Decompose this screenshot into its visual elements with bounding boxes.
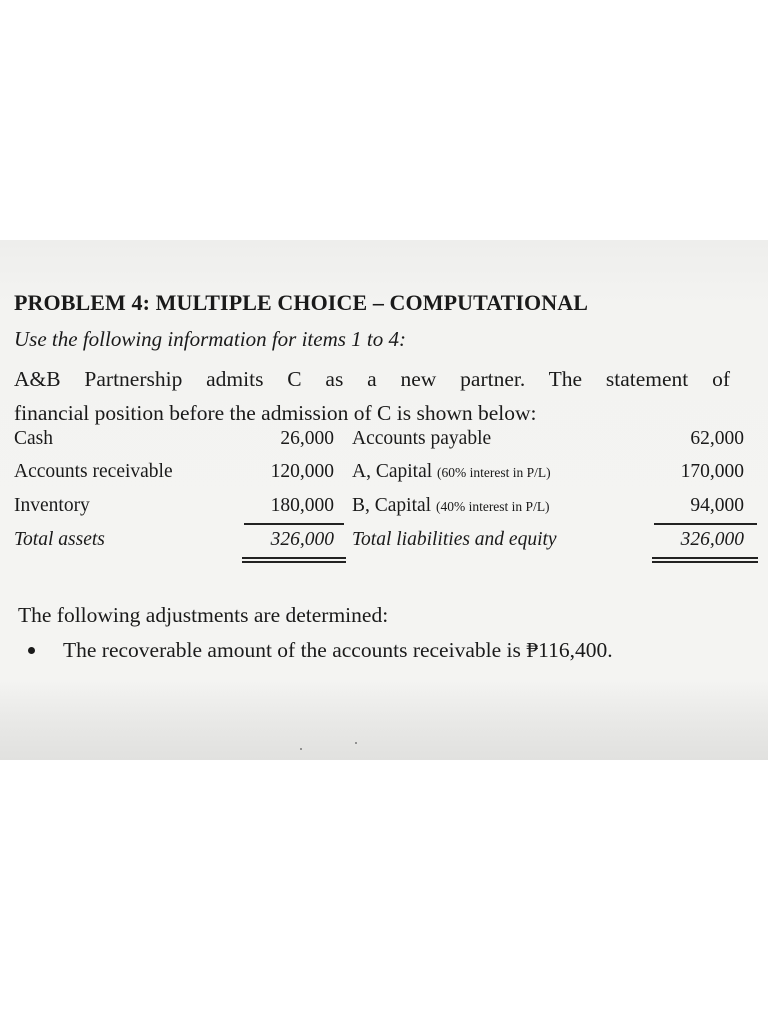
problem-paragraph [14, 362, 730, 430]
capital-label: A, Capital [352, 461, 433, 482]
capital-a-row [352, 461, 551, 483]
asset-amount: 120,000 [270, 461, 334, 482]
total-assets-label: Total assets [14, 529, 105, 550]
total-double-underline [242, 561, 346, 563]
total-double-underline [242, 557, 346, 559]
asset-amount: 26,000 [280, 428, 334, 449]
interest-note: (60% interest in P/L) [437, 465, 551, 480]
liability-amount: 62,000 [690, 428, 744, 449]
total-assets-amount: 326,000 [270, 529, 334, 550]
statement-of-financial-position [14, 428, 744, 568]
adjustment-text: The recoverable amount of the accounts receivable is ₱116,400. [63, 638, 613, 662]
paper-speck [355, 742, 357, 744]
asset-label: Inventory [14, 495, 90, 516]
asset-amount: 180,000 [270, 495, 334, 516]
problem-title: PROBLEM 4: MULTIPLE CHOICE – COMPUTATIONAL [14, 290, 588, 315]
problem-intro: Use the following information for items 1 to 4: [14, 327, 406, 351]
paper-speck [300, 748, 302, 750]
liability-label: Accounts payable [352, 428, 492, 449]
capital-label: B, Capital [352, 495, 432, 516]
capital-b-row [352, 495, 550, 517]
capital-amount: 94,000 [690, 495, 744, 516]
asset-label: Accounts receivable [14, 461, 173, 482]
subtotal-underline [244, 523, 344, 525]
paper-shadow [0, 680, 768, 760]
bullet-icon [28, 647, 35, 654]
adjustment-item [18, 638, 613, 663]
total-double-underline [652, 561, 758, 563]
paragraph-line: A&B Partnership admits C as a new partner. The statement of [14, 367, 730, 391]
interest-note: (40% interest in P/L) [435, 499, 550, 514]
paragraph-line: financial position before the admission of C is shown below: [14, 401, 537, 425]
subtotal-underline [654, 523, 757, 525]
adjustments-heading: The following adjustments are determined: [18, 603, 389, 627]
total-liabilities-equity-label: Total liabilities and equity [352, 529, 557, 550]
asset-label: Cash [14, 428, 53, 449]
capital-amount: 170,000 [680, 461, 744, 482]
total-double-underline [652, 557, 758, 559]
total-liabilities-equity-amount: 326,000 [680, 529, 744, 550]
